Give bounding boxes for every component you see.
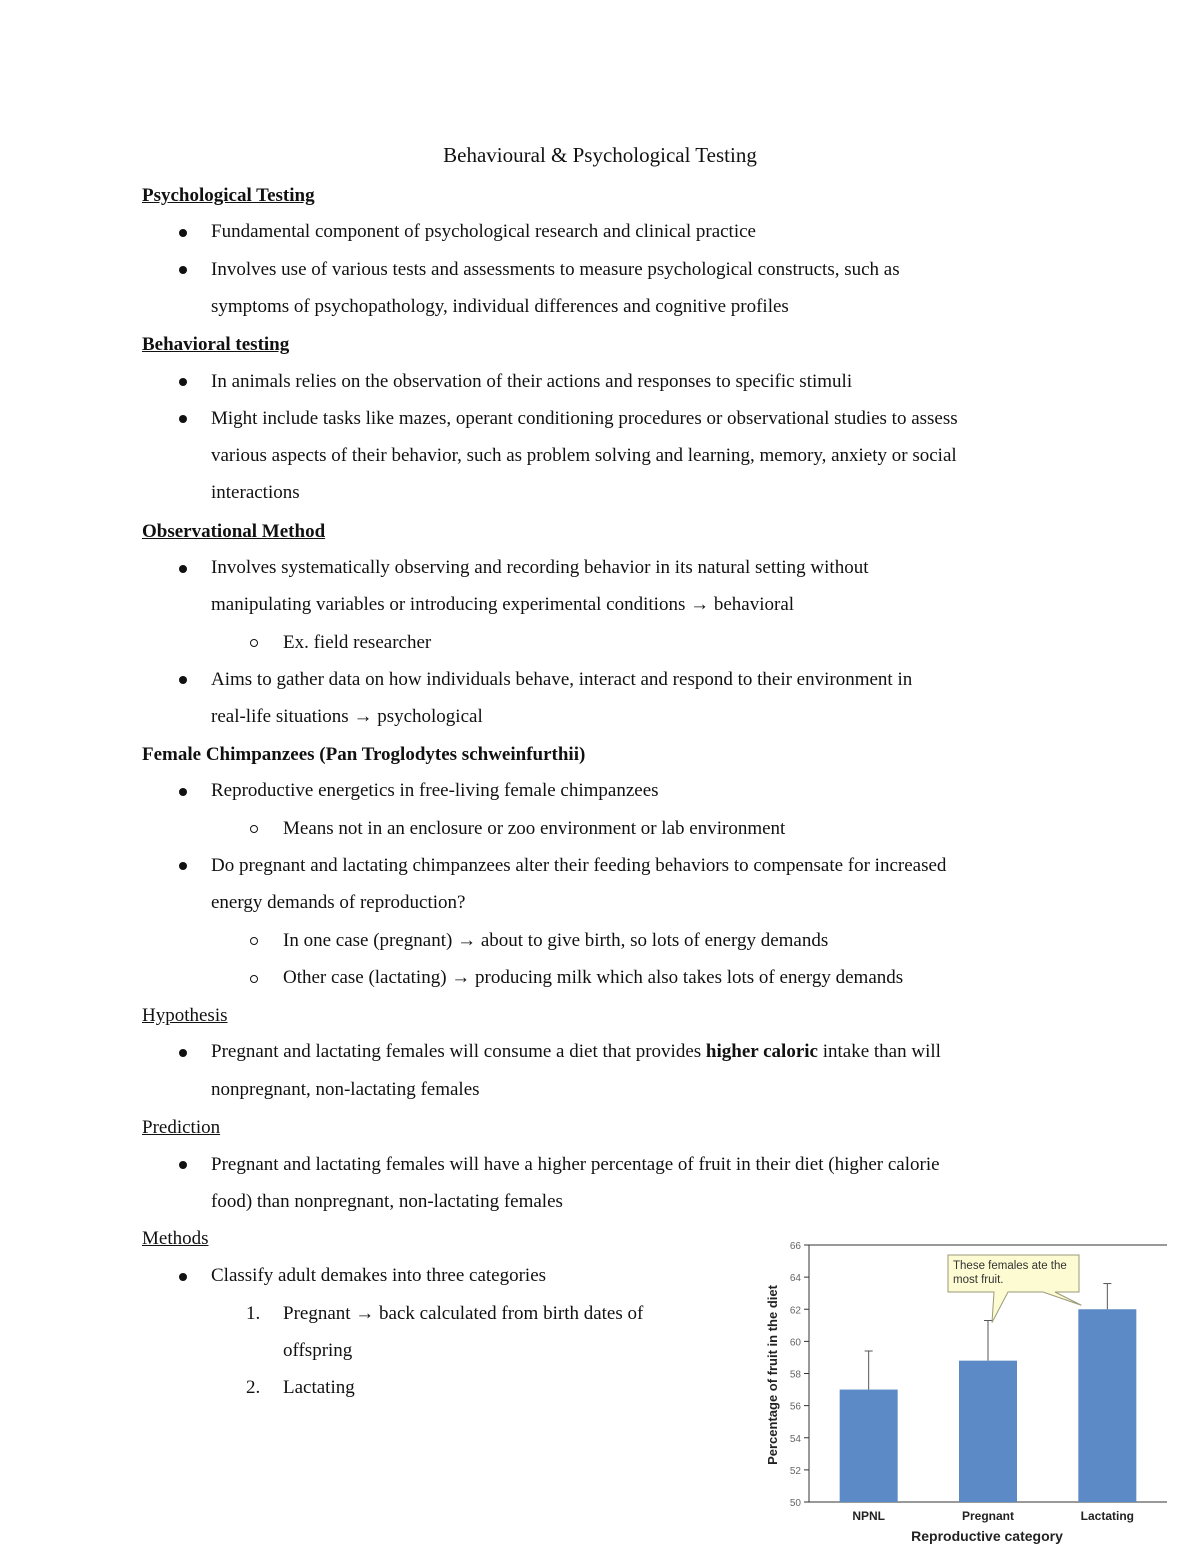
x-tick-label: NPNL xyxy=(852,1509,886,1523)
bullet-icon xyxy=(179,378,187,386)
annotation-text: These females ate the xyxy=(953,1260,1067,1272)
heading-behavioral-testing: Behavioral testing xyxy=(142,334,290,355)
bullet-icon xyxy=(179,415,187,423)
bullet-icon xyxy=(179,1273,187,1281)
list-item xyxy=(211,1040,941,1064)
bullet-icon xyxy=(179,676,187,684)
heading-methods: Methods xyxy=(142,1228,209,1249)
list-item-continuation: various aspects of their behavior, such as problem solving and learning, memory, anxiety or social xyxy=(211,445,957,466)
sub-list-item: Ex. field researcher xyxy=(283,632,432,653)
y-tick-label: 56 xyxy=(789,1401,801,1413)
bar-lactating xyxy=(1078,1309,1136,1502)
list-item: Involves use of various tests and assessments to measure psychological constructs, such as xyxy=(211,259,900,280)
list-item: Pregnant and lactating females will have a higher percentage of fruit in their diet (higher calorie xyxy=(211,1154,940,1175)
numbered-item-continuation: offspring xyxy=(283,1340,353,1361)
sub-bullet-icon xyxy=(250,825,258,833)
heading-psychological-testing: Psychological Testing xyxy=(142,185,315,206)
bar-npnl xyxy=(840,1390,898,1502)
y-axis-label: Percentage of fruit in the diet xyxy=(765,1285,780,1465)
list-item-continuation: real-life situations → psychological xyxy=(211,706,483,727)
list-item: Do pregnant and lactating chimpanzees alter their feeding behaviors to compensate for increased xyxy=(211,855,947,876)
list-item-continuation: manipulating variables or introducing experimental conditions → behavioral xyxy=(211,594,795,615)
bullet-icon xyxy=(179,229,187,237)
list-item: Might include tasks like mazes, operant conditioning procedures or observational studies to assess xyxy=(211,408,958,429)
heading-prediction: Prediction xyxy=(142,1117,221,1138)
sub-bullet-icon xyxy=(250,639,258,647)
annotation-callout xyxy=(948,1255,1081,1322)
list-item-emphasis: higher caloric xyxy=(705,1041,818,1062)
x-tick-label: Lactating xyxy=(1080,1509,1135,1523)
sub-bullet-icon xyxy=(250,937,258,945)
x-axis-label: Reproductive category xyxy=(911,1528,1063,1544)
list-item-continuation: symptoms of psychopathology, individual differences and cognitive profiles xyxy=(211,296,789,317)
y-tick-label: 64 xyxy=(789,1273,801,1285)
list-item: In animals relies on the observation of their actions and responses to specific stimuli xyxy=(211,371,853,392)
list-number: 1. xyxy=(246,1303,261,1324)
sub-list-item: Other case (lactating) → producing milk which also takes lots of energy demands xyxy=(283,967,904,988)
list-item: Involves systematically observing and recording behavior in its natural setting without xyxy=(211,557,869,578)
y-tick-label: 54 xyxy=(789,1433,801,1445)
y-tick-label: 60 xyxy=(789,1337,801,1349)
bullet-icon xyxy=(179,266,187,274)
document-title: Behavioural & Psychological Testing xyxy=(443,143,757,167)
sub-bullet-icon xyxy=(250,975,258,983)
list-item: Fundamental component of psychological research and clinical practice xyxy=(211,221,756,242)
sub-list-item: In one case (pregnant) → about to give birth, so lots of energy demands xyxy=(283,930,829,951)
heading-observational-method: Observational Method xyxy=(142,521,326,542)
bullet-icon xyxy=(179,788,187,796)
y-tick-label: 62 xyxy=(789,1305,801,1317)
bullet-icon xyxy=(179,1049,187,1057)
list-item-continuation: food) than nonpregnant, non-lactating females xyxy=(211,1191,563,1212)
list-item: Classify adult demakes into three categories xyxy=(211,1265,547,1286)
numbered-item: Pregnant → back calculated from birth dates of xyxy=(283,1303,644,1324)
list-item-text: intake than will xyxy=(817,1041,941,1062)
numbered-item: Lactating xyxy=(283,1377,355,1398)
list-number: 2. xyxy=(246,1377,261,1398)
fruit-percentage-chart xyxy=(755,1230,1180,1550)
x-tick-label: Pregnant xyxy=(961,1509,1015,1523)
heading-female-chimpanzees: Female Chimpanzees (Pan Troglodytes schweinfurthii) xyxy=(142,744,586,765)
bullet-icon xyxy=(179,565,187,573)
bullet-icon xyxy=(179,862,187,870)
list-item-continuation: interactions xyxy=(211,482,300,503)
list-item-text: Pregnant and lactating females will consume a diet that provides xyxy=(211,1041,706,1062)
bullet-icon xyxy=(179,1161,187,1169)
y-tick-label: 50 xyxy=(789,1498,801,1509)
sub-list-item: Means not in an enclosure or zoo environment or lab environment xyxy=(283,818,786,839)
annotation-text: most fruit. xyxy=(953,1274,1004,1286)
bar-pregnant xyxy=(959,1361,1017,1502)
y-tick-label: 58 xyxy=(789,1369,801,1381)
y-tick-label: 66 xyxy=(789,1241,801,1252)
list-item: Reproductive energetics in free-living female chimpanzees xyxy=(211,780,659,801)
list-item: Aims to gather data on how individuals behave, interact and respond to their environment in xyxy=(211,669,913,690)
list-item-continuation: nonpregnant, non-lactating females xyxy=(211,1079,480,1100)
heading-hypothesis: Hypothesis xyxy=(142,1005,228,1026)
list-item-continuation: energy demands of reproduction? xyxy=(211,892,466,913)
y-tick-label: 52 xyxy=(789,1465,801,1477)
